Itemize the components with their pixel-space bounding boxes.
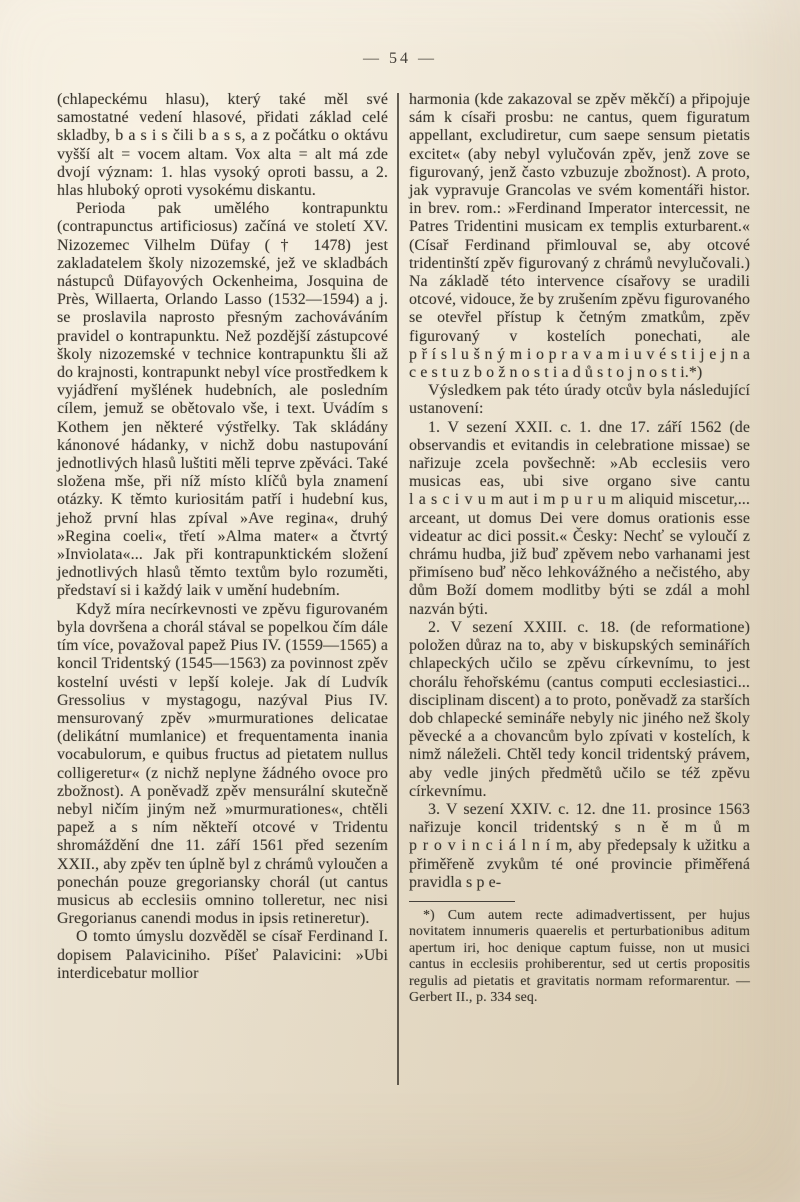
page-number: — 54 —: [363, 50, 437, 67]
paragraph: 3. V sezení XXIV. c. 12. dne 11. prosince 1563 nařizuje koncil tridentský s n ě m ů m p r o v i n c i á l n í m, aby předepsaly k užitku a přiměřeně zvykům té oné provincie přiměřená pravidla s p e-: [409, 800, 750, 891]
paragraph: O tomto úmyslu dozvěděl se císař Ferdinand I. dopisem Palaviciniho. Píšeť Palavicini: »Ubi interdicebatur mollior: [57, 928, 388, 982]
column-divider: [397, 93, 399, 1085]
paragraph: 2. V sezení XXIII. c. 18. (de reformatione) položen důraz na to, aby v biskupských seminářích chlapeckých učilo se zpěvu církevnímu, to jest chorálu řehořskému (cantus computi ecclesiastici... disciplinam discent) a to proto, poněvadž za starších dob chlapecké semináře nebyly nic jiného než školy pěvecké a a chovancům bylo zpívati v kostelích, k nimž náleželi. Chtěl tedy koncil tridentský právem, aby vedle jiných předmětů učilo se též zpěvu církevnímu.: [409, 618, 750, 800]
footnote-separator: [409, 901, 515, 902]
left-column: [57, 91, 388, 983]
right-column: [409, 91, 750, 1005]
paragraph: harmonia (kde zakazoval se zpěv měkčí) a připojuje sám k císaři prosbu: ne cantus, quem figuratum appellant, excludiretur, cum saepe sensum pietatis excitet« (aby nebyl vylučován zpěv, jenž zove se figurovaný, jenž často vzbuzuje zbožnost). A proto, jak vypravuje Grancolas ve svém komentáři histor. in brev. rom.: »Ferdinand Imperator intercessit, ne Patres Tridentini musicam ex templis exturbarent.« (Císař Ferdinand přimlouval se, aby otcové tridentinští zpěv figurovaný z chrámů nevylučovali.) Na základě této intervence císařovy se uradili otcové, vidouce, že by zrušením zpěvu figurovaného se otevřel přístup k četným zmatkům, zpěv figurovaný v kostelích ponechati, ale p ř í s l u š n ý m i o p r a v a m i u v é s t i j e j n a c e s t u z b o ž n o s t i a d ů s t o j n o s t i.*): [409, 91, 750, 382]
paragraph: Výsledkem pak této úrady otcův byla následující ustanovení:: [409, 382, 750, 418]
footnote-text: *) Cum autem recte adimadvertissent, per hujus novitatem innumeris quaerelis et perturbationibus aditum apertum iri, hoc denique captum fuisse, non ut musici cantus in ecclesiis prohiberentur, sed ut certis propositis regulis ad pietatis et gravitatis normam reformarentur. — Gerbert II., p. 334 seq.: [409, 906, 750, 1004]
paragraph: (chlapeckému hlasu), který také měl své samostatné vedení hlasové, přidati základ celé skladby, b a s i s čili b a s s, a z počátku o oktávu vyšší alt = vocem altam. Vox alta = alt má zde dvojí význam: 1. hlas vysoký oproti bassu, a 2. hlas hluboký oproti vysokému diskantu.: [57, 91, 388, 200]
text-columns: [0, 91, 800, 1085]
paragraph: 1. V sezení XXII. c. 1. dne 17. září 1562 (de observandis et evitandis in celebratione missae) se nařizuje zcela povšechně: »Ab ecclesiis vero musicas eas, ubi sive organo sive cantu l a s c i v u m aut i m p u r u m aliquid miscetur,... arceant, ut domus Dei vere domus orationis esse videatur ac dici possit.« Česky: Nechť se vyloučí z chrámu hudba, již buď zpěvem nebo varhanami jest přimíseno buď něco lehkovážného a nečistého, aby dům Boží domem modlitby býti se zdál a mohl nazván býti.: [409, 418, 750, 618]
paragraph: Když míra necírkevnosti ve zpěvu figurovaném byla dovršena a chorál stával se popelkou čím dále tím více, považoval papež Pius IV. (1559—1565) a koncil Tridentský (1545—1563) za povinnost zpěv kostelní uvésti v lepší koleje. Jak dí Ludvík Gressolius v mystagogu, nazýval Pius IV. mensurovaný zpěv »murmurationes delicatae (delikátní mumlanice) et frequentamenta inania vocabulorum, e quibus fructus ad pietatem nullus colligeretur« (z nichž neplyne žádného ovoce pro zbožnost). A poněvadž zpěv mensurální skutečně nebyl ničím jiným než »murmurationes«, chtěli papež a s ním někteří otcové v Tridentu shromáždění dne 11. září 1561 před sezením XXII., aby zpěv ten úplně byl z chrámů vyloučen a ponechán pouze gregoriansky chorál (ut cantus musicus ab ecclesiis omnino tolleretur, nec nisi Gregorianus canendi modus in ipsis retineretur).: [57, 600, 388, 928]
paragraph: Perioda pak umělého kontrapunktu (contrapunctus artificiosus) začíná ve století XV. Nizozemec Vilhelm Düfay († 1478) jest zakladatelem školy nizozemské, jež ve skladbách nástupců Düfayových Ockenheima, Josquina de Près, Willaerta, Orlando Lasso (1532—1594) a j. se proslavila naprosto přesným zachováváním pravidel o kontrapunktu. Než pozdější zástupcové školy nizozemské v technice kontrapunktu šli až do krajnosti, kontrapunkt nebyl více prostředkem k vyjádření myšlének hudebních, ale posledním cílem, jemuž se obětovalo vše, i text. Uvádím s Kothem jen některé výstřelky. Tak skládány kánonové hádanky, v nichž dobu nastupování jednotlivých hlasů luštiti měli teprve zpěváci. Také složena mše, při níž místo klíčů byla znamení otázky. K těmto kuriositám patří i hudební kus, jehož první hlas zpíval »Ave regina«, druhý »Regina coeli«, třetí »Alma mater« a čtvrtý »Inviolata«... Jak při kontrapunktickém složení jednotlivých hlasů těmto textům bylo rozuměti, představí si i každý laik v umění hudebním.: [57, 200, 388, 600]
